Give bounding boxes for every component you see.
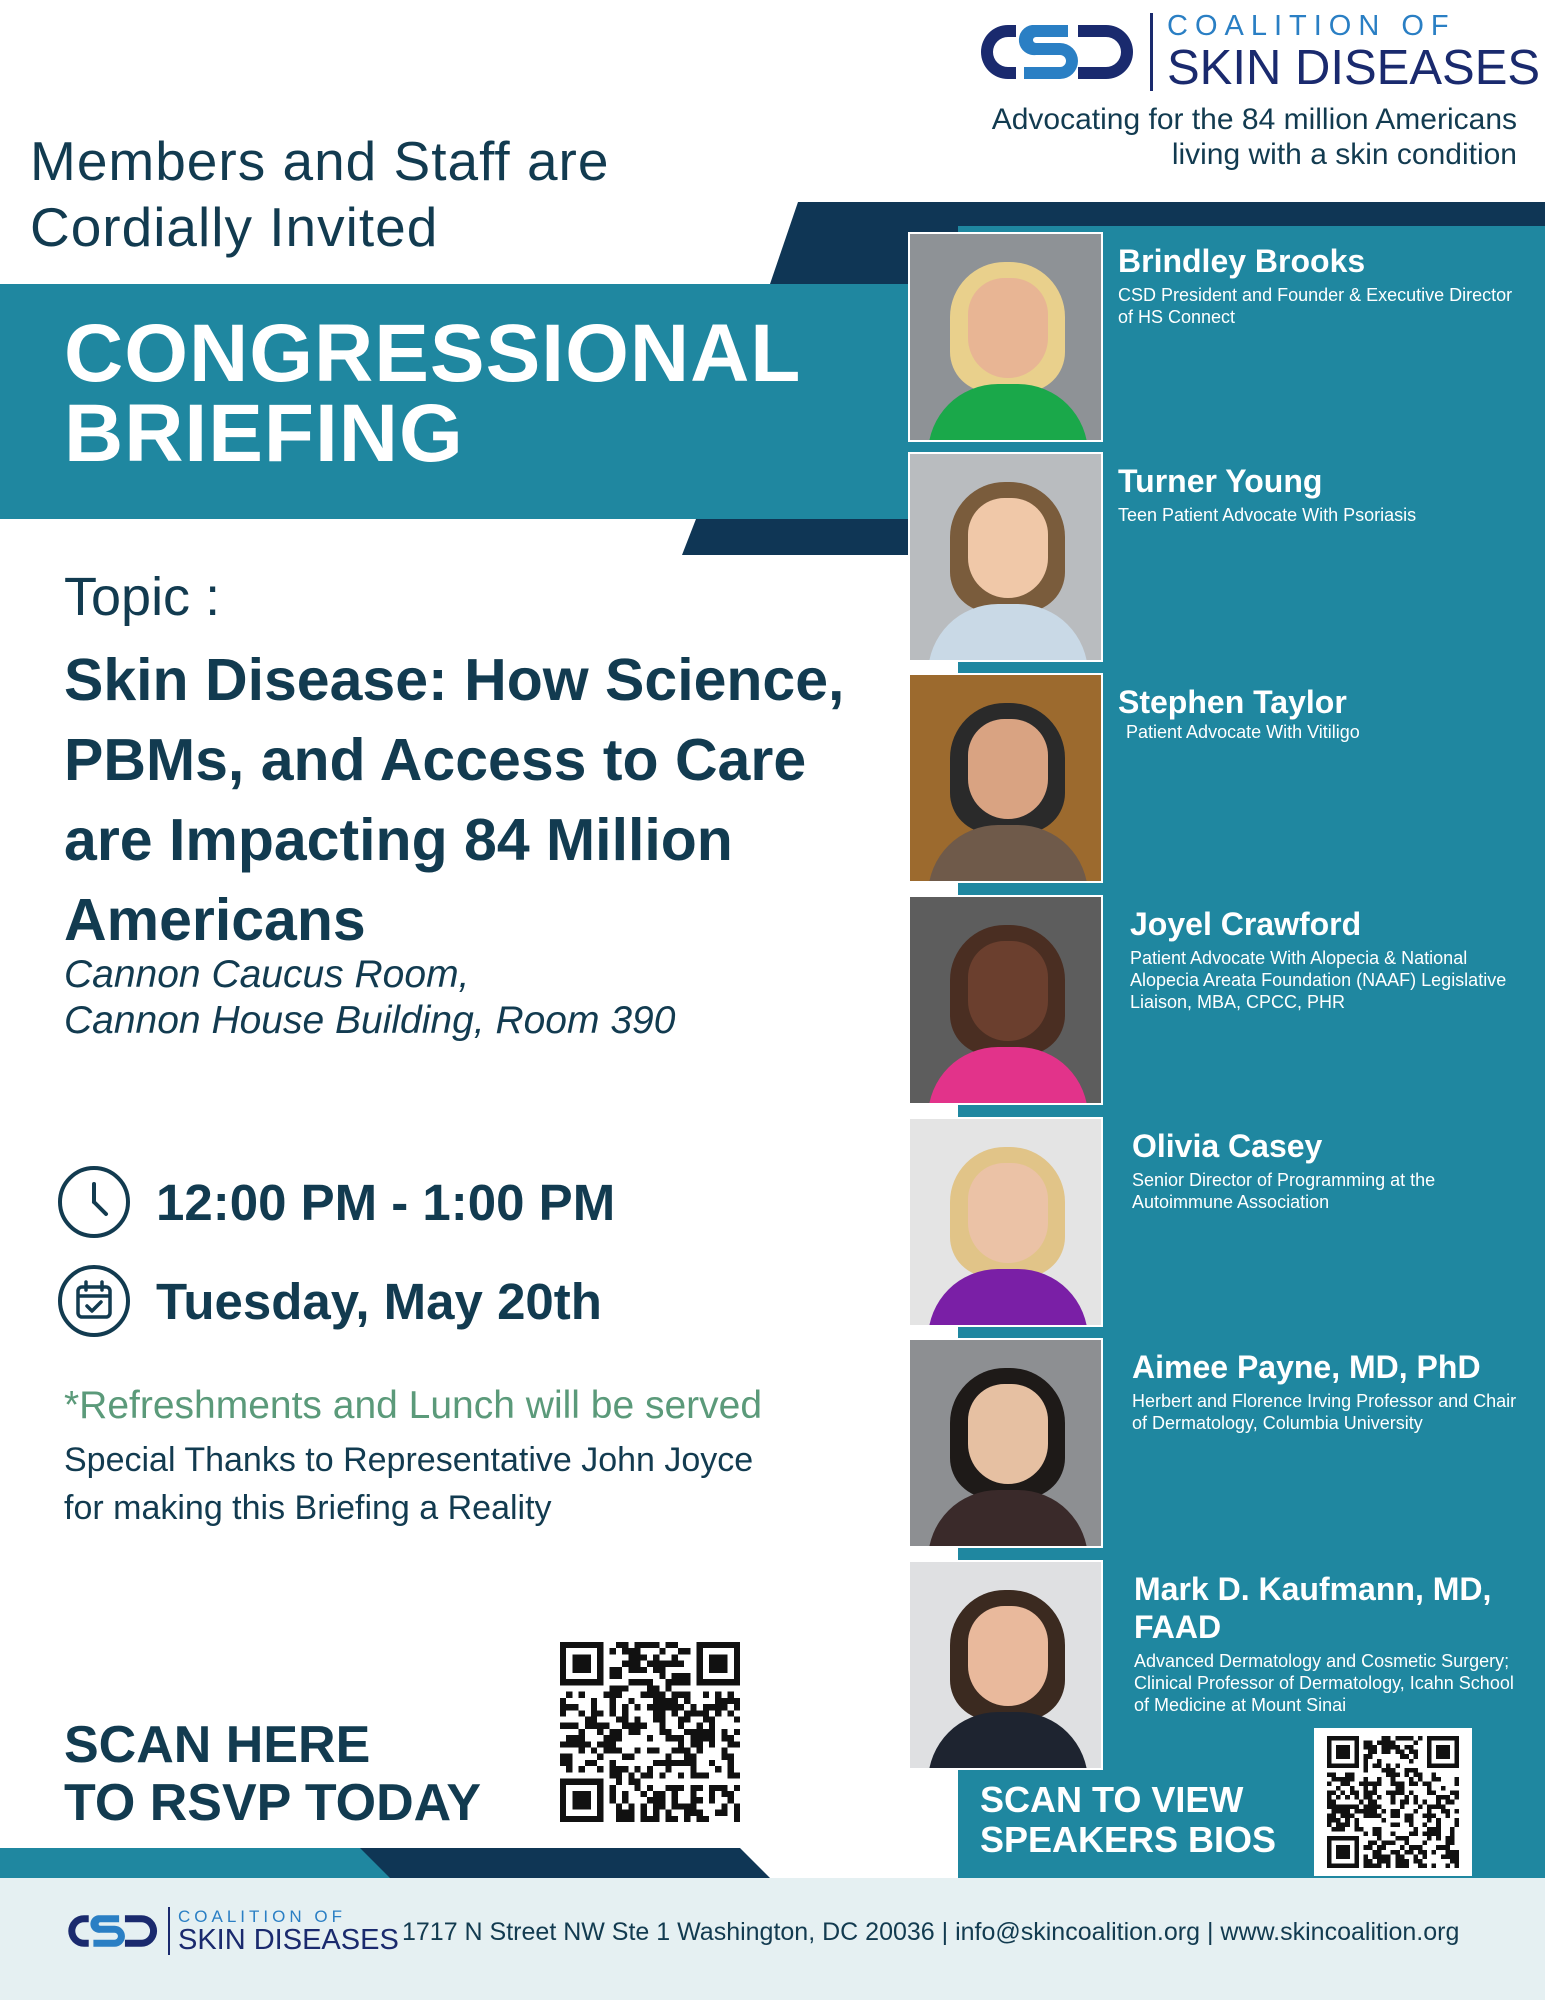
- invite-line2: Cordially Invited: [30, 196, 439, 258]
- logo-wordmark: [1167, 9, 1541, 95]
- speaker-role: Teen Patient Advocate With Psoriasis: [1118, 505, 1417, 525]
- refreshments-note: *Refreshments and Lunch will be served: [64, 1384, 763, 1427]
- logo-divider: [1150, 13, 1153, 91]
- speaker-name: Olivia Casey: [1132, 1128, 1323, 1164]
- speaker-name: Stephen Taylor: [1118, 684, 1347, 720]
- speaker-photo: [908, 1117, 1103, 1327]
- speaker-card: [908, 452, 1528, 667]
- speaker-name: Turner Young: [1118, 463, 1323, 499]
- speaker-card: [908, 1338, 1528, 1553]
- speaker-card: [908, 1117, 1528, 1332]
- speaker-role: Advanced Dermatology and Cosmetic Surgery; Clinical Professor of Dermatology, Icahn School of Medicine at Mount Sinai: [1134, 1651, 1514, 1715]
- tagline: [817, 102, 1517, 172]
- footer-logo: [56, 1906, 399, 1956]
- bios-callout: [980, 1780, 1276, 1860]
- logo-line2: SKIN DISEASES: [1167, 40, 1541, 95]
- bios-line1: SCAN TO VIEW: [980, 1779, 1244, 1820]
- title-line1: CONGRESSIONAL: [64, 308, 802, 399]
- briefing-title: [64, 308, 802, 479]
- speaker-photo: [908, 895, 1103, 1105]
- thanks-line2: for making this Briefing a Reality: [64, 1489, 552, 1527]
- rsvp-qr-code[interactable]: [560, 1642, 740, 1822]
- csd-logo-mark: [56, 1911, 160, 1951]
- speaker-card: [908, 673, 1528, 888]
- venue-line2: Cannon House Building, Room 390: [64, 999, 676, 1042]
- speaker-card: [908, 895, 1528, 1110]
- calendar-icon: [58, 1265, 130, 1337]
- topic-label: Topic :: [64, 567, 221, 627]
- bios-qr-code[interactable]: [1314, 1728, 1472, 1876]
- speaker-name: Mark D. Kaufmann, MD, FAAD: [1134, 1571, 1492, 1645]
- speaker-card: [908, 232, 1528, 447]
- event-date: Tuesday, May 20th: [156, 1273, 602, 1330]
- clock-icon: [58, 1166, 130, 1238]
- thanks-line1: Special Thanks to Representative John Joyce: [64, 1441, 754, 1479]
- footer-contact[interactable]: 1717 N Street NW Ste 1 Washington, DC 20036 | info@skincoalition.org | www.skincoalition.org: [402, 1918, 1460, 1946]
- logo-line1: COALITION OF: [178, 1906, 346, 1926]
- speaker-name: Aimee Payne, MD, PhD: [1132, 1349, 1481, 1385]
- speaker-role: Patient Advocate With Alopecia & National Alopecia Areata Foundation (NAAF) Legislative Liaison, MBA, CPCC, PHR: [1130, 948, 1507, 1012]
- logo-line2: SKIN DISEASES: [178, 1923, 399, 1956]
- speaker-role: Herbert and Florence Irving Professor and Chair of Dermatology, Columbia University: [1132, 1391, 1517, 1433]
- topic-text: Skin Disease: How Science, PBMs, and Access to Care are Impacting 84 Million Americans: [64, 647, 845, 953]
- speaker-photo: [908, 232, 1103, 442]
- venue-line1: Cannon Caucus Room,: [64, 953, 470, 996]
- logo-divider: [168, 1907, 170, 1955]
- thanks-note: [64, 1436, 844, 1532]
- logo-line1: COALITION OF: [1167, 9, 1456, 42]
- speaker-photo: [908, 452, 1103, 662]
- event-time: 12:00 PM - 1:00 PM: [156, 1174, 616, 1231]
- rsvp-line1: SCAN HERE: [64, 1716, 371, 1774]
- logo-wordmark: [178, 1908, 399, 1955]
- venue: [64, 952, 675, 1044]
- speaker-name: Joyel Crawford: [1130, 906, 1362, 942]
- speaker-photo: [908, 1338, 1103, 1548]
- speaker-photo: [908, 673, 1103, 883]
- decorative-band-bottom-teal: [0, 1848, 390, 1878]
- rsvp-line2: TO RSVP TODAY: [64, 1774, 482, 1832]
- rsvp-callout: [64, 1716, 481, 1832]
- bios-line2: SPEAKERS BIOS: [980, 1819, 1277, 1860]
- speaker-photo: [908, 1560, 1103, 1770]
- invitation-heading: [30, 128, 790, 260]
- csd-logo-mark: [960, 19, 1138, 85]
- speaker-role: Patient Advocate With Vitiligo: [1126, 722, 1360, 742]
- tagline-line1: Advocating for the 84 million Americans: [991, 103, 1517, 136]
- csd-logo: [960, 9, 1541, 95]
- speaker-name: Brindley Brooks: [1118, 243, 1366, 279]
- tagline-line2: living with a skin condition: [1171, 138, 1517, 171]
- speaker-role: CSD President and Founder & Executive Director of HS Connect: [1118, 285, 1513, 327]
- invite-line1: Members and Staff are: [30, 130, 610, 192]
- speaker-role: Senior Director of Programming at the Autoimmune Association: [1132, 1170, 1436, 1212]
- title-line2: BRIEFING: [64, 388, 464, 479]
